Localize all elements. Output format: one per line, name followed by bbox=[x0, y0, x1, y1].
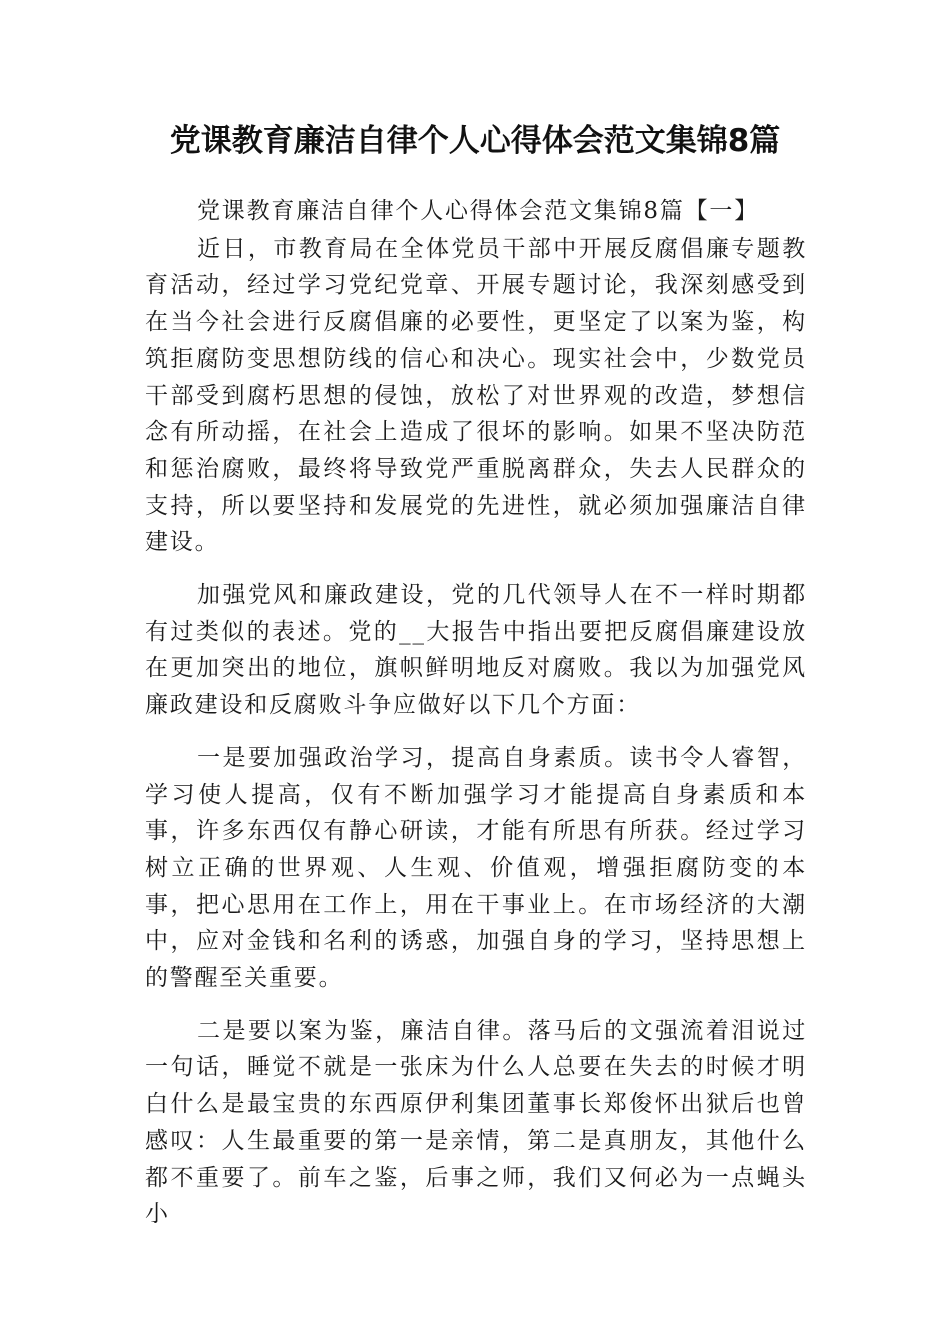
document-title: 党课教育廉洁自律个人心得体会范文集锦8篇 bbox=[169, 123, 781, 159]
paragraph: 近日，市教育局在全体党员干部中开展反腐倡廉专题教育活动，经过学习党纪党章、开展专题讨论，我深刻感受到在当今社会进行反腐倡廉的必要性，更坚定了以案为鉴，构筑拒腐防变思想防线的信心和决心。现实社会中，少数党员干部受到腐朽思想的侵蚀，放松了对世界观的改造，梦想信念有所动摇，在社会上造成了很坏的影响。如果不坚决防范和惩治腐败，最终将导致党严重脱离群众，失去人民群众的支持，所以要坚持和发展党的先进性，就必须加强廉洁自律建设。 bbox=[145, 235, 807, 556]
section-heading: 党课教育廉洁自律个人心得体会范文集锦8篇【一】 bbox=[197, 198, 760, 224]
paragraph: 一是要加强政治学习，提高自身素质。读书令人睿智，学习使人提高，仅有不断加强学习才能提高自身素质和本事，许多东西仅有静心研读，才能有所思有所获。经过学习树立正确的世界观、人生观、价值观，增强拒腐防变的本事，把心思用在工作上，用在干事业上。在市场经济的大潮中，应对金钱和名利的诱惑，加强自身的学习，坚持思想上的警醒至关重要。 bbox=[145, 744, 807, 992]
document-body bbox=[145, 193, 807, 1233]
paragraph: 二是要以案为鉴，廉洁自律。落马后的文强流着泪说过一句话，睡觉不就是一张床为什么人总要在失去的时候才明白什么是最宝贵的东西原伊利集团董事长郑俊怀出狱后也曾感叹：人生最重要的第一是亲情，第二是真朋友，其他什么都不重要了。前车之鉴，后事之师，我们又何必为一点蝇头小 bbox=[145, 1017, 807, 1228]
paragraph: 加强党风和廉政建设，党的几代领导人在不一样时期都有过类似的表述。党的__大报告中指出要把反腐倡廉建设放在更加突出的地位，旗帜鲜明地反对腐败。我以为加强党风廉政建设和反腐败斗争应做好以下几个方面： bbox=[145, 582, 807, 719]
